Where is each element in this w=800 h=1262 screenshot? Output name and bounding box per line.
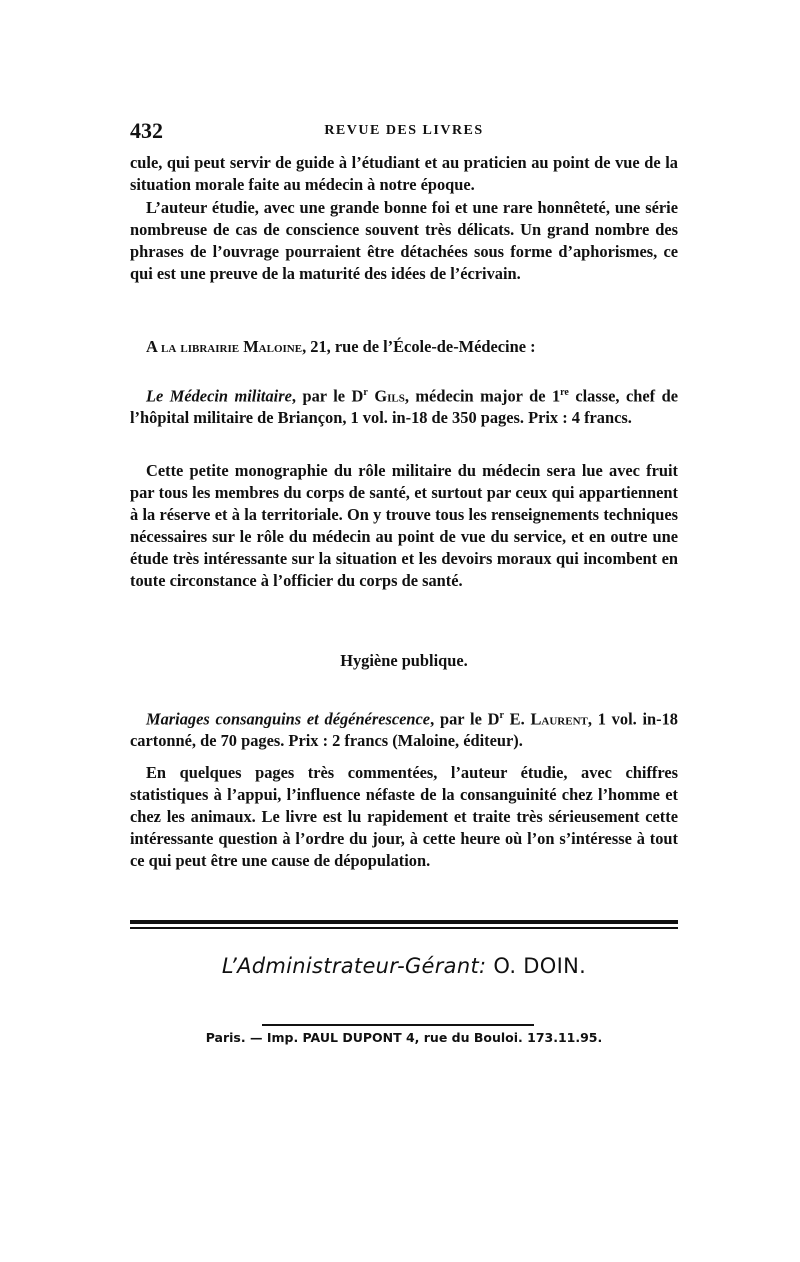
section-heading-hygiene: Hygiène publique. [340,651,468,670]
signature-name: O. DOIN. [486,954,587,978]
review-end-paragraph-1: cule, qui peut servir de guide à l’étudiant et au praticien au point de vue de la situation morale faite au médecin à notre époque. [130,153,678,194]
book-2-author: E. Laurent [503,709,588,729]
review-end-paragraph-2: L’auteur étudie, avec une grande bonne foi et une rare honnêteté, une série nombreuse de cas de conscience souvent très délicats. Un grand nombre des phrases de l’ouvrage pourraient être détachées sous forme d’aphorismes, ce qui est une preuve de la maturité des idées de l’écrivain. [130,198,678,283]
book-2-details: , 1 vol. in-18 cartonné, de 70 pages. Prix : 2 francs (Maloine, éditeur). [130,709,679,751]
page-number: 432 [130,118,163,143]
book-1-dr-sup: r [363,387,368,398]
book-1-citation [130,382,678,429]
book-2-dr-sup: r [499,710,504,721]
book-2-title: Mariages consanguins et dégénérescence [146,709,431,729]
signature-title: L’Administrateur-Gérant: [221,954,487,978]
book-1-details-rest: classe, chef de l’hôpital militaire de Briançon, 1 vol. in-18 de 350 pages. Prix : 4 francs. [130,386,678,428]
book-1-class-sup: re [560,387,569,398]
book-2-review: En quelques pages très commentées, l’auteur étudie, avec chiffres statistiques à l’appui, l’influence néfaste de la consanguinité chez l’homme et chez les animaux. Le livre est lu rapidement et traite très sérieusement cette intéressante question à l’ordre du jour, à cette heure où l’on s’intéresse à tout ce qui peut être une cause de dépopulation. [130,763,678,870]
printer-imprint: Paris. — Imp. PAUL DUPONT 4, rue du Bouloi. 173.11.95. [205,1030,603,1045]
book-1-author: Gils [374,386,405,406]
publisher-name: A la librairie Maloine [146,337,303,356]
imprint-rule [262,1024,534,1026]
running-title: REVUE DES LIVRES [324,123,484,138]
page-header [130,118,678,142]
thick-rule [130,920,678,924]
signature [130,954,678,978]
book-1-review: Cette petite monographie du rôle militaire du médecin sera lue avec fruit par tous les membres du corps de santé, et surtout par ceux qui appartiennent à la réserve et à la territoriale. On y trouve tous les renseignements techniques nécessaires sur le rôle du médecin au point de vue du service, et en outre une étude très intéressante sur la situation et les devoirs moraux qui incombent en toute circonstance à l’officier du corps de santé. [130,461,678,590]
publisher-heading [130,336,678,358]
book-1-title: Le Médecin militaire [146,386,292,406]
book-2-citation [130,705,678,752]
book-1-details: , médecin major de 1 [404,386,561,406]
book-2-by: , par le D [430,709,500,729]
thin-rule [130,927,678,929]
publisher-address: , 21, rue de l’École-de-Médecine : [302,337,536,356]
book-1-by: , par le D [291,386,364,406]
